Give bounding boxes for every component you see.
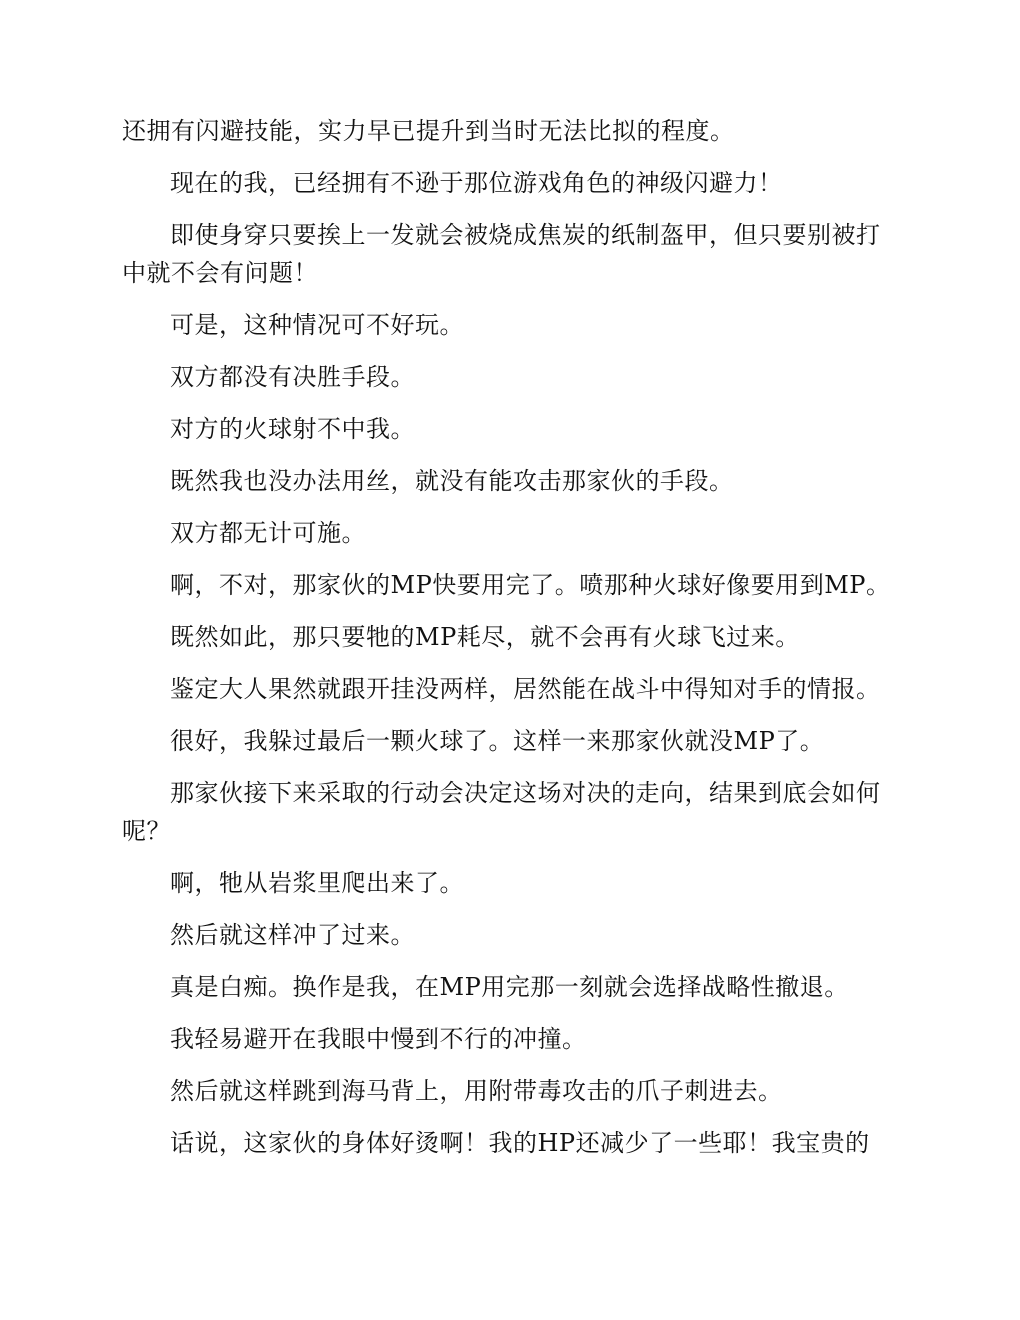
- paragraph: 话说，这家伙的身体好烫啊！我的HP还减少了一些耶！我宝贵的: [170, 1129, 870, 1157]
- paragraph: 啊，不对，那家伙的MP快要用完了。喷那种火球好像要用到MP。: [170, 571, 891, 599]
- paragraph: 那家伙接下来采取的行动会决定这场对决的走向，结果到底会如何呢？: [122, 779, 881, 845]
- paragraph: 双方都没有决胜手段。: [170, 363, 415, 391]
- paragraph: 对方的火球射不中我。: [170, 415, 415, 443]
- paragraph: 真是白痴。换作是我，在MP用完那一刻就会选择战略性撤退。: [170, 973, 849, 1001]
- paragraph: 然后就这样冲了过来。: [170, 921, 415, 949]
- paragraph: 我轻易避开在我眼中慢到不行的冲撞。: [170, 1025, 587, 1053]
- paragraph: 既然如此，那只要牠的MP耗尽，就不会再有火球飞过来。: [170, 623, 800, 651]
- paragraph: 鉴定大人果然就跟开挂没两样，居然能在战斗中得知对手的情报。: [170, 675, 881, 703]
- text-body: [122, 112, 900, 1176]
- paragraph: 可是，这种情况可不好玩。: [170, 311, 464, 339]
- paragraph: 啊，牠从岩浆里爬出来了。: [170, 869, 464, 897]
- paragraph: 很好，我躲过最后一颗火球了。这样一来那家伙就没MP了。: [170, 727, 825, 755]
- paragraph: 现在的我，已经拥有不逊于那位游戏角色的神级闪避力！: [170, 169, 783, 197]
- paragraph: 还拥有闪避技能，实力早已提升到当时无法比拟的程度。: [122, 117, 735, 145]
- paragraph: 既然我也没办法用丝，就没有能攻击那家伙的手段。: [170, 467, 734, 495]
- paragraph: 然后就这样跳到海马背上，用附带毒攻击的爪子刺进去。: [170, 1077, 783, 1105]
- paragraph: 双方都无计可施。: [170, 519, 366, 547]
- paragraph: 即使身穿只要挨上一发就会被烧成焦炭的纸制盔甲，但只要别被打中就不会有问题！: [122, 221, 881, 287]
